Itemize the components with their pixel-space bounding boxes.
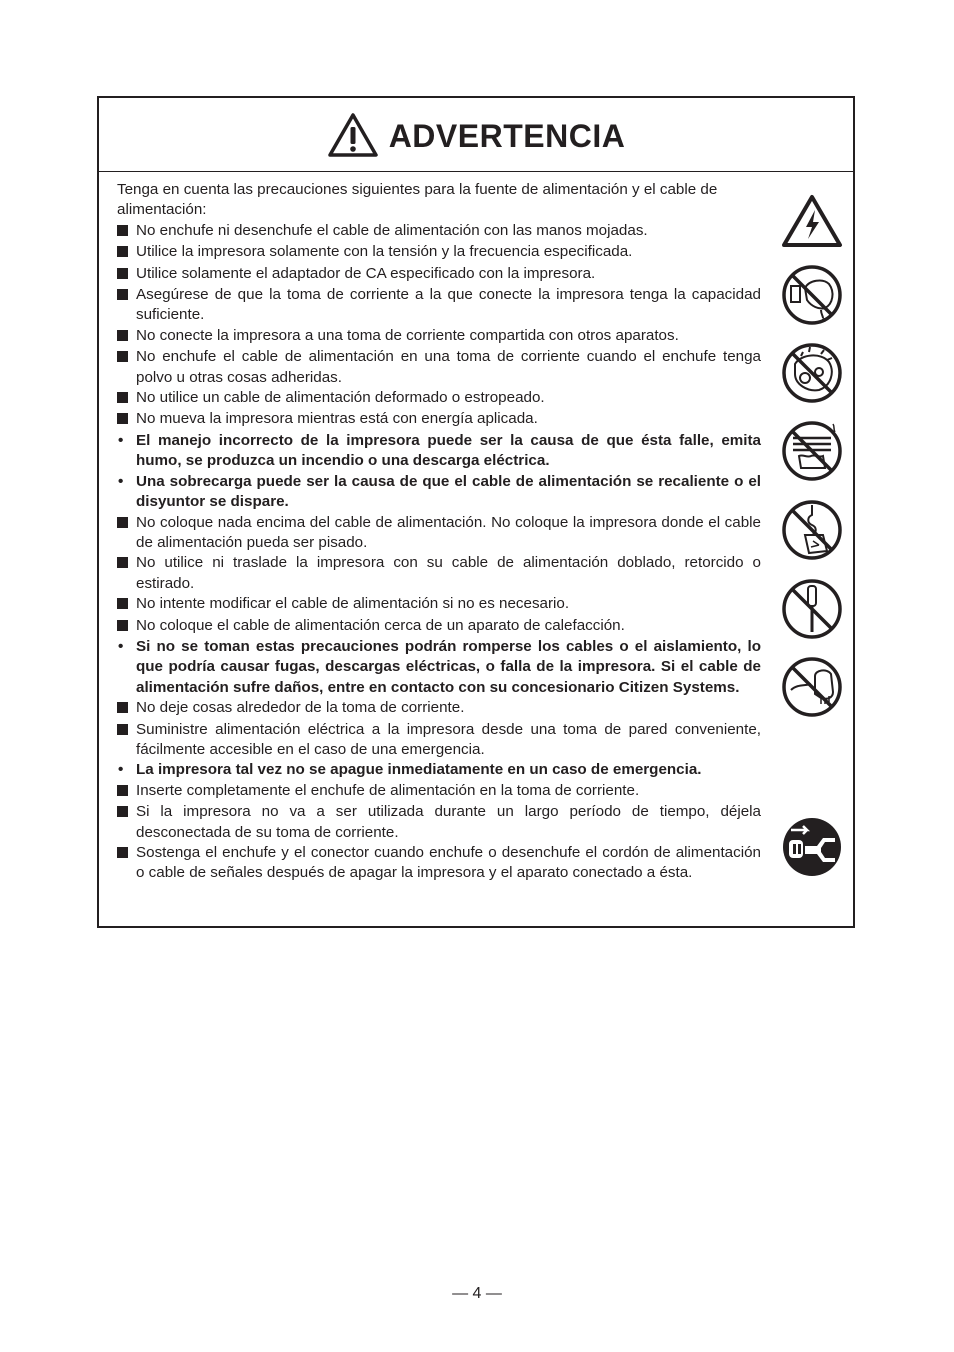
list-item: Inserte completamente el enchufe de alimentación en la toma de corriente. (117, 781, 761, 802)
square-bullet-icon (117, 847, 128, 858)
warning-text (117, 180, 761, 884)
warning-title: ADVERTENCIA (388, 118, 626, 154)
list-item-emphasis: • El manejo incorrecto de la impresora puede ser la causa de que ésta falle, emita humo, se produzca un incendio o una descarga eléctrica. (118, 431, 761, 470)
warning-triangle-icon (327, 112, 379, 158)
no-modification-icon (781, 578, 843, 640)
list-item: No utilice un cable de alimentación deformado o estropeado. (117, 388, 761, 409)
warning-intro: Tenga en cuenta las precauciones siguientes para la fuente de alimentación y el cable de alimentación: (117, 181, 718, 219)
list-item: Suministre alimentación eléctrica a la impresora desde una toma de pared conveniente, fácilmente accesible en el caso de una emergencia. (117, 720, 761, 761)
list-item: No deje cosas alrededor de la toma de corriente. (117, 698, 761, 719)
warning-box (97, 96, 855, 928)
list-item-emphasis: • Si no se toman estas precauciones podrán romperse los cables o el aislamiento, lo que podría causar fugas, descargas eléctricas, o falla de la impresora. Si el cable de alimentación sufre daños, entre en contacto con su concesionario Citizen Systems. (118, 637, 761, 696)
square-bullet-icon (117, 517, 128, 528)
list-item: No enchufe ni desenchufe el cable de alimentación con las manos mojadas. (117, 221, 761, 242)
square-bullet-icon (117, 785, 128, 796)
unplug-icon (781, 816, 843, 878)
no-touch-icon (781, 656, 843, 718)
square-bullet-icon (117, 289, 128, 300)
square-bullet-icon (117, 724, 128, 735)
square-bullet-icon (117, 598, 128, 609)
square-bullet-icon (117, 330, 128, 341)
square-bullet-icon (117, 246, 128, 257)
list-item: No coloque el cable de alimentación cerca de un aparato de calefacción. (117, 616, 761, 637)
square-bullet-icon (117, 413, 128, 424)
list-item-emphasis: • Una sobrecarga puede ser la causa de que el cable de alimentación se recaliente o el disyuntor se dispare. (118, 472, 761, 511)
list-item: No mueva la impresora mientras está con energía aplicada. (117, 409, 761, 430)
no-shared-outlet-icon (781, 420, 843, 482)
list-item: Utilice solamente el adaptador de CA especificado con la impresora. (117, 264, 761, 285)
square-bullet-icon (117, 268, 128, 279)
list-item-emphasis: • La impresora tal vez no se apague inmediatamente en un caso de emergencia. (117, 760, 761, 780)
dot-bullet: • (118, 431, 124, 449)
no-dusty-plug-icon (781, 342, 843, 404)
list-item: No conecte la impresora a una toma de corriente compartida con otros aparatos. (117, 326, 761, 347)
square-bullet-icon (117, 806, 128, 817)
electric-shock-warning-icon (781, 194, 843, 248)
list-item: Asegúrese de que la toma de corriente a la que conecte la impresora tenga la capacidad suficiente. (117, 285, 761, 326)
list-item: No intente modificar el cable de alimentación si no es necesario. (117, 594, 761, 615)
dot-bullet: • (118, 761, 124, 779)
dot-bullet: • (118, 472, 124, 490)
list-item: No enchufe el cable de alimentación en una toma de corriente cuando el enchufe tenga polvo u otras cosas adheridas. (117, 347, 761, 388)
square-bullet-icon (117, 557, 128, 568)
square-bullet-icon (117, 225, 128, 236)
list-item: No utilice ni traslade la impresora con su cable de alimentación doblado, retorcido o estirado. (117, 553, 761, 594)
dot-bullet: • (118, 637, 124, 655)
square-bullet-icon (117, 392, 128, 403)
square-bullet-icon (117, 351, 128, 362)
page-number: — 4 — (452, 1285, 502, 1302)
no-damaged-cord-icon (781, 499, 843, 561)
list-item: Sostenga el enchufe y el conector cuando enchufe o desenchufe el cordón de alimentación o cable de señales después de apagar la impresora y el aparato conectado a ésta. (117, 843, 761, 884)
no-wet-hands-icon (781, 264, 843, 326)
square-bullet-icon (117, 702, 128, 713)
square-bullet-icon (117, 620, 128, 631)
warning-header (99, 98, 853, 172)
list-item: Utilice la impresora solamente con la tensión y la frecuencia especificada. (117, 242, 761, 263)
list-item: No coloque nada encima del cable de alimentación. No coloque la impresora donde el cable de alimentación pueda ser pisado. (117, 513, 761, 554)
list-item: Si la impresora no va a ser utilizada durante un largo período de tiempo, déjela desconectada de su toma de corriente. (117, 802, 761, 843)
